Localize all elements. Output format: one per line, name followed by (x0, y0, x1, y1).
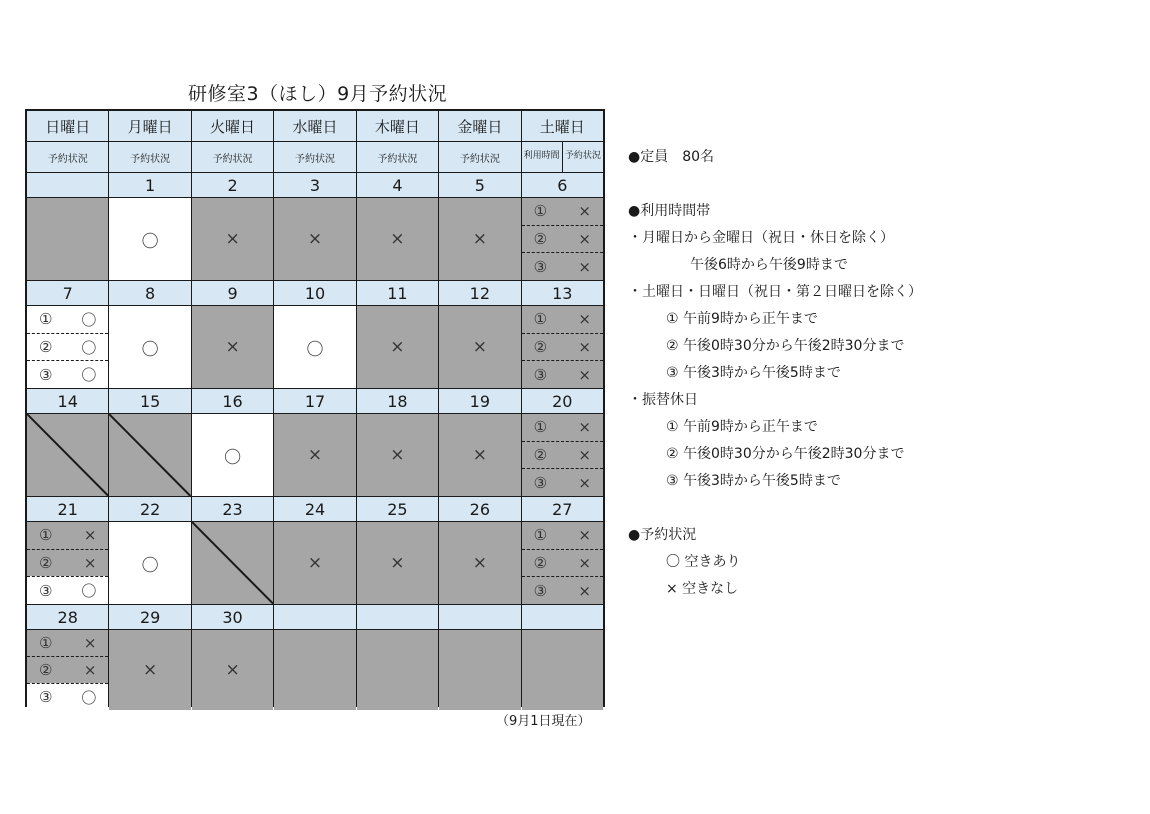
diagonal-line (109, 414, 190, 496)
reservation-calendar (25, 109, 605, 707)
slot-label: ③ (533, 365, 548, 384)
status-cell-full: × (439, 306, 520, 388)
page-title: 研修室3（ほし）9月予約状況 (188, 83, 448, 105)
date-cell: 1 (109, 173, 190, 197)
weekday-header-wed: 水曜日 (274, 111, 355, 141)
substitute-slot-1: ① 午前9時から正午まで (666, 419, 818, 435)
weekend-slot-1: ① 午前9時から正午まで (666, 311, 818, 327)
substitute-line: ・振替休日 (628, 392, 698, 408)
slot-group (522, 414, 603, 496)
status-subheader: 予約状況 (27, 142, 108, 172)
slot-group (27, 630, 108, 710)
weekday-header-sat: 土曜日 (522, 111, 603, 141)
date-cell: 27 (522, 497, 603, 521)
date-cell: 9 (192, 281, 273, 305)
date-cell: 28 (27, 605, 108, 629)
status-cell-full: × (357, 198, 438, 280)
slot-label: ② (39, 554, 53, 572)
slot-status: × (83, 526, 97, 545)
date-cell: 7 (27, 281, 108, 305)
slot-row (27, 333, 108, 361)
date-cell: 21 (27, 497, 108, 521)
slot-row (27, 549, 108, 577)
status-subheader: 予約状況 (109, 142, 190, 172)
status-cell-empty (27, 198, 108, 280)
weekday-header-tue: 火曜日 (192, 111, 273, 141)
status-cell-full: × (274, 198, 355, 280)
status-cell-full: × (357, 522, 438, 604)
status-cell-available: 〇 (192, 414, 273, 496)
status-cell-empty (522, 630, 603, 710)
status-subheader: 予約状況 (192, 142, 273, 172)
weekday-header-thu: 木曜日 (357, 111, 438, 141)
date-cell (357, 605, 438, 629)
slot-label: ① (39, 634, 53, 652)
date-cell: 13 (522, 281, 603, 305)
slot-label: ① (39, 310, 53, 329)
weekday-header-sun: 日曜日 (27, 111, 108, 141)
slot-status: × (578, 365, 591, 384)
weekend-line: ・土曜日・日曜日（祝日・第２日曜日を除く） (628, 284, 922, 300)
slot-status: × (578, 554, 591, 572)
slot-row (522, 252, 603, 280)
date-cell: 14 (27, 389, 108, 413)
date-cell (439, 605, 520, 629)
diagonal-line (192, 522, 273, 604)
slot-status: × (83, 634, 97, 652)
slot-row (27, 576, 108, 604)
status-cell-full: × (439, 522, 520, 604)
slot-label: ② (533, 230, 548, 248)
time-subheader: 利用時間 (522, 142, 562, 172)
weekday-line: ・月曜日から金曜日（祝日・休日を除く） (628, 230, 894, 246)
slot-label: ① (533, 202, 548, 221)
date-cell: 8 (109, 281, 190, 305)
slot-group (27, 522, 108, 604)
slot-row (522, 468, 603, 496)
status-subheader: 予約状況 (357, 142, 438, 172)
status-cell-full: × (274, 522, 355, 604)
slot-status: 〇 (81, 688, 97, 707)
slot-row (27, 683, 108, 710)
status-cell-available: 〇 (109, 522, 190, 604)
slot-row (27, 630, 108, 656)
slot-status: 〇 (81, 338, 97, 357)
slot-label: ③ (533, 257, 548, 276)
weekday-hours: 午後6時から午後9時まで (690, 257, 848, 273)
date-cell: 18 (357, 389, 438, 413)
slot-status: × (578, 257, 591, 276)
date-cell: 2 (192, 173, 273, 197)
status-cell-full: × (192, 630, 273, 710)
diagonal-line (27, 414, 108, 496)
slot-label: ① (533, 418, 548, 437)
status-available-legend: 〇 空きあり (666, 554, 741, 570)
slot-label: ③ (39, 365, 53, 384)
capacity-text: ●定員 80名 (628, 149, 715, 165)
slot-status: × (83, 554, 97, 572)
slot-status: 〇 (81, 310, 97, 329)
slot-label: ③ (533, 581, 548, 600)
slot-row (27, 306, 108, 333)
date-cell: 5 (439, 173, 520, 197)
substitute-slot-3: ③ 午後3時から午後5時まで (666, 473, 841, 489)
status-cell-empty (274, 630, 355, 710)
slot-label: ① (39, 526, 53, 545)
slot-group (522, 522, 603, 604)
slot-row (522, 306, 603, 333)
date-cell: 10 (274, 281, 355, 305)
status-subheader: 予約状況 (563, 142, 603, 172)
date-cell: 22 (109, 497, 190, 521)
status-cell-full: × (109, 630, 190, 710)
status-cell-full: × (357, 306, 438, 388)
slot-group (522, 306, 603, 388)
slot-label: ③ (39, 688, 53, 706)
slot-row (522, 198, 603, 225)
slot-row (522, 441, 603, 469)
slot-label: ③ (39, 581, 53, 600)
substitute-slot-2: ② 午後0時30分から午後2時30分まで (666, 446, 905, 462)
hours-title: ●利用時間帯 (628, 203, 711, 219)
date-cell: 19 (439, 389, 520, 413)
status-cell-full: × (357, 414, 438, 496)
status-cell-closed (109, 414, 190, 496)
date-cell: 25 (357, 497, 438, 521)
date-cell: 17 (274, 389, 355, 413)
saturday-subheader (522, 142, 603, 172)
status-cell-empty (439, 630, 520, 710)
slot-status: × (578, 230, 591, 248)
slot-label: ③ (533, 473, 548, 492)
date-cell: 26 (439, 497, 520, 521)
date-cell (27, 173, 108, 197)
date-cell: 12 (439, 281, 520, 305)
slot-row (522, 333, 603, 361)
slot-row (522, 414, 603, 441)
date-cell: 15 (109, 389, 190, 413)
status-cell-full: × (192, 306, 273, 388)
date-cell: 3 (274, 173, 355, 197)
status-full-legend: × 空きなし (666, 581, 739, 597)
weekday-header-mon: 月曜日 (109, 111, 190, 141)
slot-row (522, 225, 603, 253)
date-cell: 6 (522, 173, 603, 197)
status-cell-available: 〇 (109, 306, 190, 388)
status-subheader: 予約状況 (439, 142, 520, 172)
status-cell-full: × (192, 198, 273, 280)
slot-status: × (578, 338, 591, 356)
slot-status: 〇 (81, 366, 97, 385)
status-cell-empty (357, 630, 438, 710)
status-cell-available: 〇 (109, 198, 190, 280)
slot-status: 〇 (81, 582, 97, 601)
slot-label: ① (533, 310, 548, 329)
slot-row (27, 522, 108, 549)
status-cell-closed (27, 414, 108, 496)
as-of-note: （9月1日現在） (496, 714, 591, 729)
slot-status: × (578, 202, 591, 221)
slot-row (522, 576, 603, 604)
slot-row (522, 549, 603, 577)
slot-label: ① (533, 526, 548, 545)
slot-row (522, 360, 603, 388)
date-cell: 11 (357, 281, 438, 305)
slot-status: × (578, 446, 591, 464)
slot-status: × (578, 310, 591, 329)
legend (628, 144, 922, 603)
weekend-slot-2: ② 午後0時30分から午後2時30分まで (666, 338, 905, 354)
slot-group (27, 306, 108, 388)
slot-status: × (578, 526, 591, 545)
slot-label: ② (39, 338, 53, 356)
weekday-header-fri: 金曜日 (439, 111, 520, 141)
slot-group (522, 198, 603, 280)
slot-label: ② (39, 661, 53, 679)
slot-status: × (578, 581, 591, 600)
date-cell: 23 (192, 497, 273, 521)
slot-status: × (83, 661, 97, 679)
status-subheader: 予約状況 (274, 142, 355, 172)
date-cell: 4 (357, 173, 438, 197)
date-cell: 20 (522, 389, 603, 413)
date-cell: 29 (109, 605, 190, 629)
slot-label: ② (533, 554, 548, 572)
date-cell (274, 605, 355, 629)
slot-label: ② (533, 338, 548, 356)
slot-status: × (578, 418, 591, 437)
weekend-slot-3: ③ 午後3時から午後5時まで (666, 365, 841, 381)
slot-row (27, 656, 108, 683)
status-cell-full: × (439, 414, 520, 496)
date-cell: 16 (192, 389, 273, 413)
status-cell-full: × (274, 414, 355, 496)
slot-row (522, 522, 603, 549)
slot-label: ② (533, 446, 548, 464)
status-cell-closed (192, 522, 273, 604)
status-cell-full: × (439, 198, 520, 280)
slot-status: × (578, 473, 591, 492)
date-cell: 30 (192, 605, 273, 629)
status-cell-available: 〇 (274, 306, 355, 388)
date-cell (522, 605, 603, 629)
status-title: ●予約状況 (628, 527, 697, 543)
slot-row (27, 360, 108, 388)
date-cell: 24 (274, 497, 355, 521)
